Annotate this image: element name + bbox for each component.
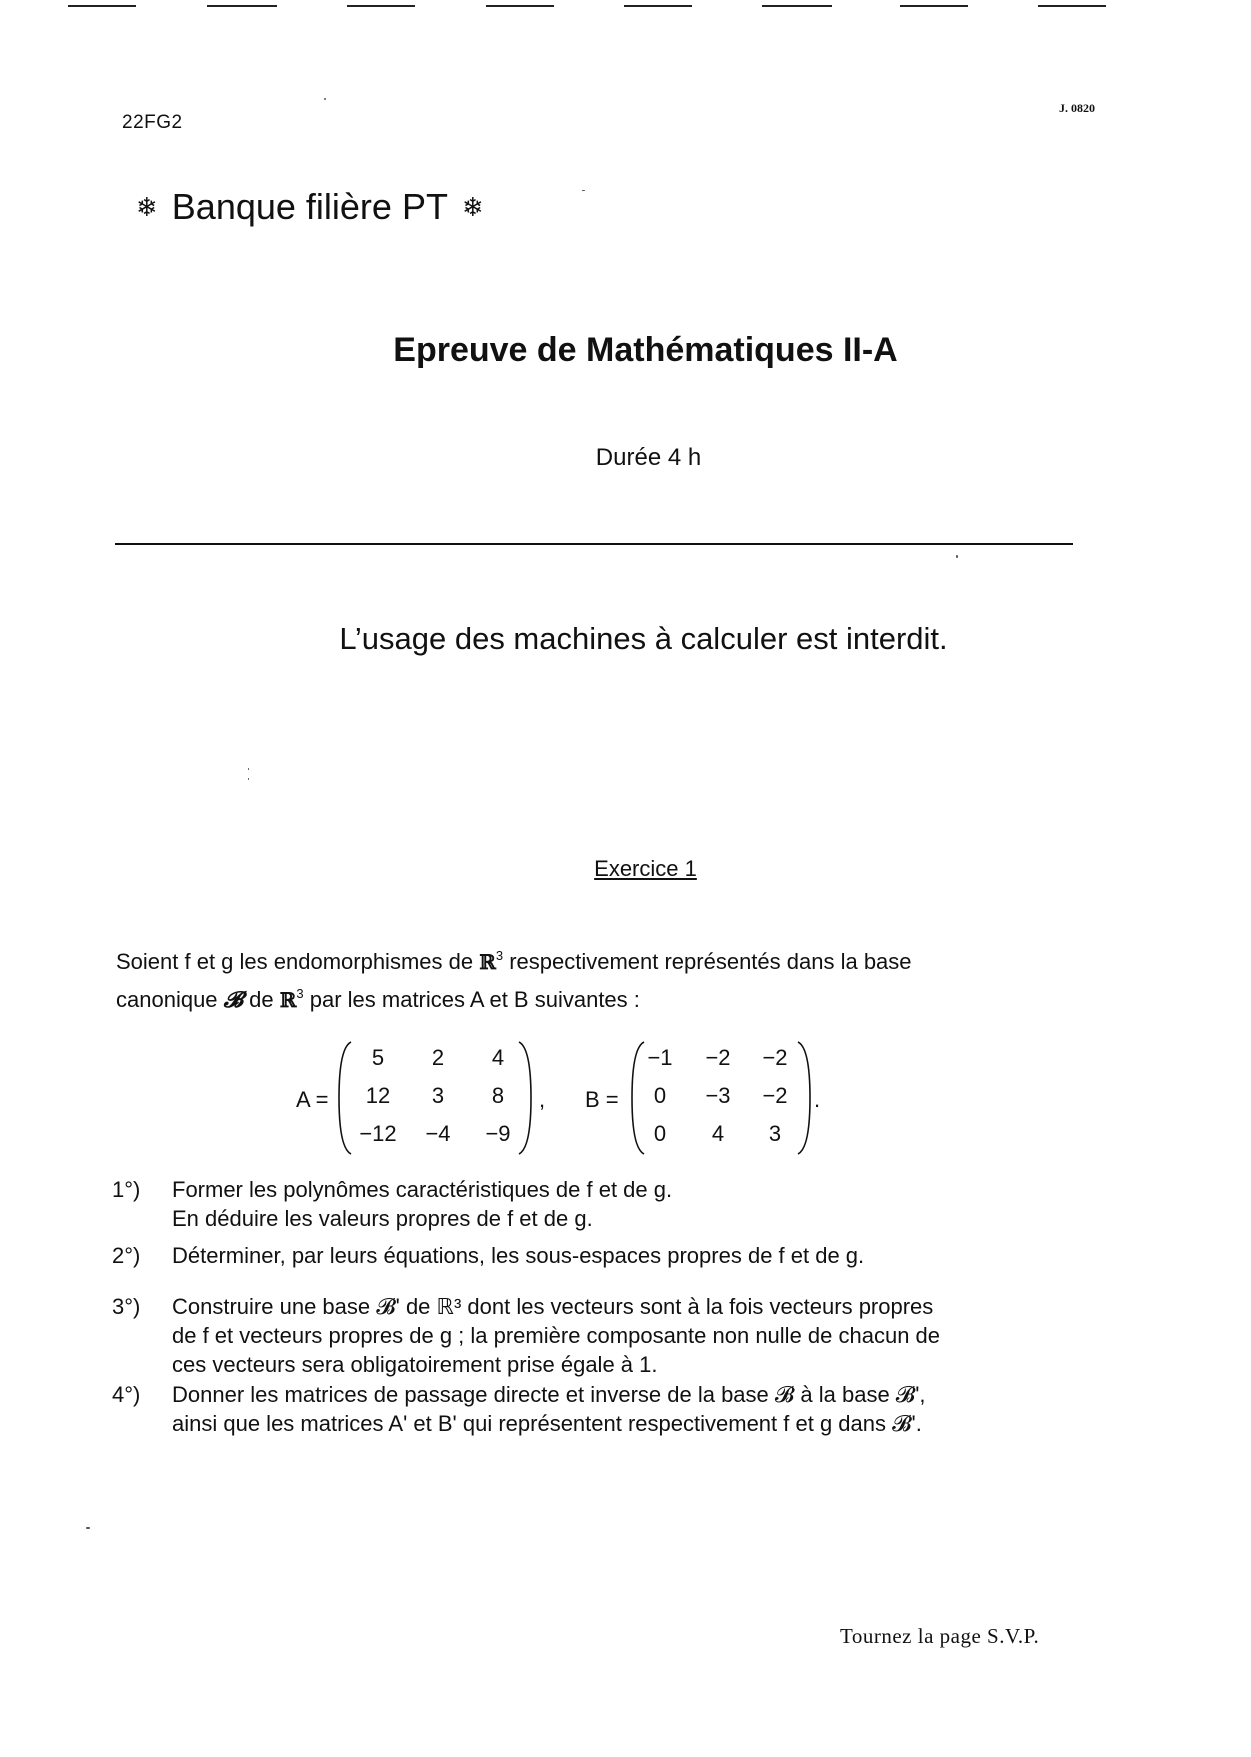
matrix-cell: 0 [653,1121,667,1146]
matrix-a [350,1045,530,1155]
exponent: 3 [495,948,504,963]
top-dash [486,5,554,7]
matrix-cell: 2 [431,1045,445,1070]
matrix-b-suffix: . [814,1087,821,1112]
intro-line [116,940,1076,978]
calculator-notice: L’usage des machines à calculer est interdit. [339,621,948,656]
question-number: 3°) [112,1294,141,1319]
question-line: Donner les matrices de passage directe et inverse de la base 𝓑 à la base 𝓑', [172,1382,926,1407]
matrix-a-right-paren [513,1038,535,1158]
top-dash [68,5,136,7]
top-dash [207,5,277,7]
scan-speck [956,555,958,558]
exam-duration: Durée 4 h [595,444,702,471]
matrix-cell: −2 [762,1045,788,1070]
matrix-cell: 8 [491,1083,505,1108]
divider [115,543,1073,545]
matrix-label: B = [585,1087,619,1112]
top-dash [347,5,415,7]
matrix-a-suffix: , [539,1087,546,1112]
question-number: 2°) [112,1243,141,1268]
matrix-label: A = [296,1087,329,1112]
exam-title: Epreuve de Mathématiques II-A [393,331,898,369]
matrix-cell: −1 [647,1045,673,1070]
matrix-cell: −12 [359,1121,397,1146]
question-line: ainsi que les matrices A' et B' qui représentent respectivement f et g dans 𝓑'. [172,1411,922,1436]
matrix-cell: 4 [491,1045,505,1070]
top-dash [1038,5,1106,7]
intro-text: par les matrices A et B suivantes : [303,987,640,1012]
question-line: Former les polynômes caractéristiques de f et de g. [172,1177,673,1202]
bank-title [122,186,498,228]
top-dash [900,5,968,7]
question-number: 1°) [112,1177,141,1202]
matrix-cell: −3 [705,1083,731,1108]
exercise-title: Exercice 1 [594,856,697,881]
matrix-b [635,1045,815,1155]
real-numbers-symbol: ℝ [479,950,496,974]
question-text [172,1380,1082,1438]
exercise-intro [116,940,1076,1016]
footer-turn-page: Tournez la page S.V.P. [840,1624,1040,1648]
matrix-b-label [585,1087,619,1113]
question-line: de f et vecteurs propres de g ; la première composante non nulle de chacun de [172,1323,941,1348]
intro-text: canonique [116,987,224,1012]
basis-symbol: 𝓑 [223,987,244,1012]
question-line: En déduire les valeurs propres de f et de g. [172,1206,593,1231]
question-line: Déterminer, par leurs équations, les sous-espaces propres de f et de g. [172,1243,865,1268]
matrix-cell: 3 [431,1083,445,1108]
top-dash [624,5,692,7]
matrix-cell: 0 [653,1083,667,1108]
matrix-cell: 4 [711,1121,725,1146]
matrix-a-label [296,1087,328,1113]
matrix-b-right-paren [792,1038,814,1158]
question-text [172,1175,1082,1233]
scan-speck [324,98,326,100]
intro-line [116,978,1076,1016]
scan-speck [582,190,585,191]
question-number: 4°) [112,1382,141,1407]
intro-text: de [243,987,280,1012]
reference-code: 22FG2 [122,112,183,133]
intro-text: Soient f et g les endomorphismes de [116,949,480,974]
snowflake-icon: ❄ [461,192,484,222]
matrix-cell: −4 [425,1121,451,1146]
bank-title-text: Banque filière PT [171,186,448,227]
top-dash [762,5,832,7]
scan-speck [248,778,249,780]
snowflake-icon: ❄ [136,192,158,222]
matrix-cell: −2 [762,1083,788,1108]
matrix-cell: −2 [705,1045,731,1070]
matrix-cell: 5 [371,1045,385,1070]
question-line: ces vecteurs sera obligatoirement prise égale à 1. [172,1352,658,1377]
exponent: 3 [296,986,304,1001]
matrix-cell: 12 [365,1083,391,1108]
question-line: Construire une base 𝓑' de ℝ³ dont les vecteurs sont à la fois vecteurs propres [172,1294,934,1319]
scan-speck [86,1527,90,1529]
question-text [172,1241,1082,1270]
scan-speck [248,768,249,770]
job-code: J. 0820 [1059,101,1095,115]
real-numbers-symbol: ℝ [279,988,297,1012]
matrix-cell: −9 [485,1121,511,1146]
matrix-cell: 3 [768,1121,782,1146]
intro-text: respectivement représentés dans la base [503,949,912,974]
question-text [172,1292,1082,1379]
